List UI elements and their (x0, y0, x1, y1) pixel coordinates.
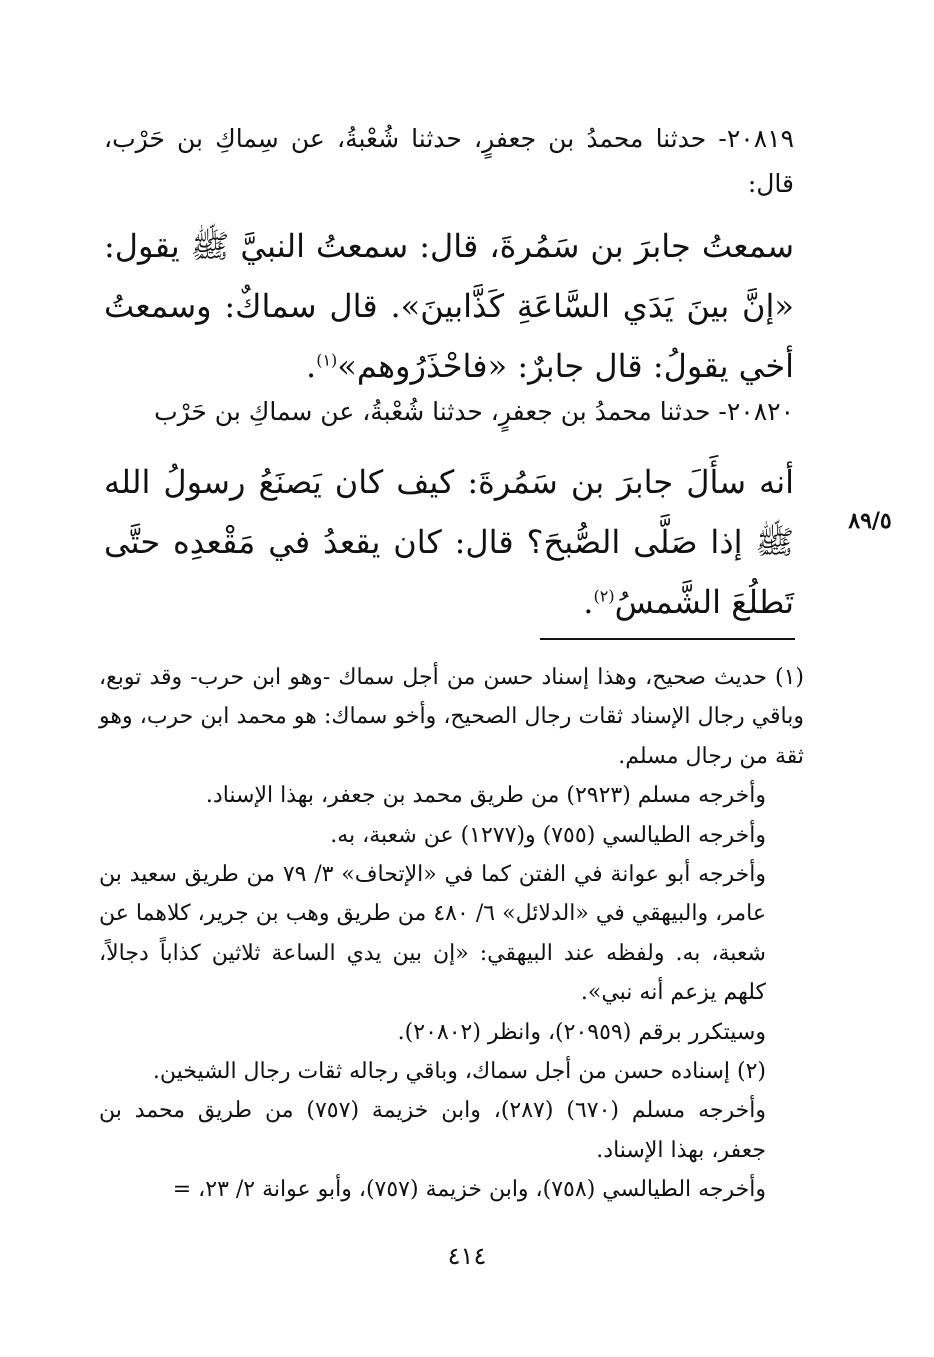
footnote-paragraph: وسيتكرر برقم (٢٠٩٥٩)، وانظر (٢٠٨٠٢). (397, 1019, 766, 1045)
footnote-paragraph: وأخرجه الطيالسي (٧٥٥) و(١٢٧٧) عن شعبة، به. (330, 822, 766, 848)
footnote-paragraph: وأخرجه الطيالسي (٧٥٨)، وابن خزيمة (٧٥٧)، وأبو عوانة ٢/ ٢٣، = (172, 1177, 766, 1203)
footnote-paragraph: (١) حديث صحيح، وهذا إسناد حسن من أجل سماك -وهو ابن حرب- وقد توبع، وباقي رجال الإسناد ثقات رجال الصحيح، وأخو سماك: هو محمد ابن حرب، وهو ثقة من رجال مسلم. (99, 665, 804, 769)
hadith-text (104, 452, 794, 632)
footnote-paragraph: (٢) إسناده حسن من أجل سماك، وباقي رجاله ثقات رجال الشيخين. (152, 1059, 766, 1085)
footnote-paragraph: وأخرجه مسلم (٦٧٠) (٢٨٧)، وابن خزيمة (٧٥٧) من طريق محمد بن جعفر، بهذا الإسناد. (99, 1098, 766, 1163)
footnote-paragraph: وأخرجه مسلم (٢٩٢٣) من طريق محمد بن جعفر، بهذا الإسناد. (205, 783, 766, 809)
margin-reference: ٨٩/٥ (848, 508, 892, 534)
hadith-body: سمعتُ جابرَ بن سَمُرةَ، قال: سمعتُ النبيَّ ﷺ يقول: «إنَّ بينَ يَدَي السَّاعَةِ كَذَّابينَ». قال سماكٌ: وسمعتُ أخي يقولُ: قال جابرٌ: «فاحْذَرُوهم» (104, 227, 794, 385)
page-number: ٤١٤ (447, 1242, 487, 1270)
footnote-ref: (١) (316, 350, 338, 370)
hadith-text (104, 216, 794, 396)
hadith-header: ٢٠٨٢٠- حدثنا محمدُ بن جعفرٍ، حدثنا شُعْبةُ، عن سماكِ بن حَرْب (154, 397, 794, 426)
hadith-end: . (306, 347, 317, 385)
footnotes (99, 658, 804, 1210)
hadith-end: . (583, 583, 594, 621)
footnote-ref: (٢) (593, 586, 615, 606)
footnote-paragraph: وأخرجه أبو عوانة في الفتن كما في «الإتحاف» ٣/ ٧٩ من طريق سعيد بن عامر، والبيهقي في «الدلائل» ٦/ ٤٨٠ من طريق وهب بن جرير، كلاهما عن شعبة، به. ولفظه عند البيهقي: «إن بين يدي الساعة ثلاثين كذاباً دجالاً، كلهم يزعم أنه نبي». (99, 862, 767, 1006)
hadith-header: ٢٠٨١٩- حدثنا محمدُ بن جعفرٍ، حدثنا شُعْبةُ، عن سِماكِ بن حَرْب، قال: (104, 124, 795, 198)
footnote-separator (540, 638, 795, 640)
hadith-body: أنه سأَلَ جابرَ بن سَمُرةَ: كيف كان يَصنَعُ رسولُ الله ﷺ إذا صَلَّى الصُّبحَ؟ قال: كان يقعدُ في مَقْعدِه حتَّى تَطلُعَ الشَّمسُ (104, 463, 794, 621)
